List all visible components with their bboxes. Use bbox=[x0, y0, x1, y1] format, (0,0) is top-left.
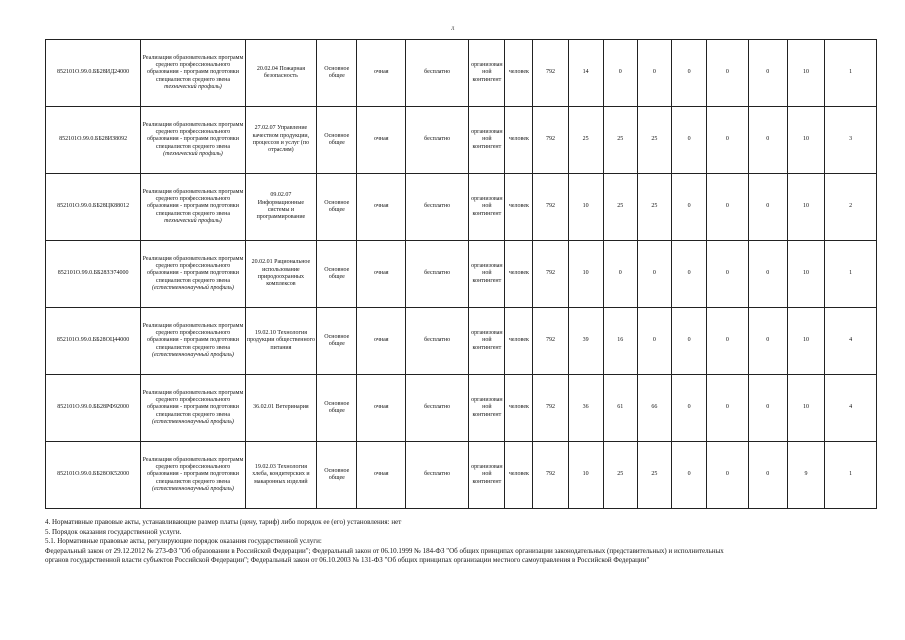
program-profile: (естественнонаучный профиль) bbox=[151, 485, 234, 492]
cell-value-4: 0 bbox=[672, 241, 707, 308]
cell-value-3: 66 bbox=[637, 375, 671, 442]
table-row bbox=[46, 40, 877, 107]
cell-value-6: 0 bbox=[748, 241, 787, 308]
note-procedure-heading: 5. Порядок оказания государственной услуги. bbox=[45, 527, 182, 536]
cell-value-5: 0 bbox=[707, 375, 748, 442]
cell-program bbox=[141, 375, 246, 442]
program-text: Реализация образовательных программ среднего профессионального образования - программ подготовки специалистов среднего звена bbox=[142, 255, 244, 284]
cell-unit: человек bbox=[505, 241, 533, 308]
cell-value-8: 1 bbox=[825, 241, 877, 308]
cell-specialty: 20.02.01 Рациональное использование природоохранных комплексов bbox=[245, 241, 316, 308]
cell-value-2: 61 bbox=[603, 375, 637, 442]
program-text: Реализация образовательных программ среднего профессионального образования - программ подготовки специалистов среднего звена bbox=[142, 322, 244, 351]
program-profile: технический профиль) bbox=[164, 83, 222, 90]
cell-value-8: 2 bbox=[825, 174, 877, 241]
cell-okei-code: 792 bbox=[533, 375, 568, 442]
cell-consumer-category: организованной контингент bbox=[469, 442, 505, 509]
program-profile: (естественнонаучный профиль) bbox=[151, 284, 234, 291]
cell-value-8: 4 bbox=[825, 308, 877, 375]
cell-study-form: очная bbox=[357, 107, 406, 174]
cell-okei-code: 792 bbox=[533, 308, 568, 375]
cell-value-8: 1 bbox=[825, 40, 877, 107]
cell-value-3: 0 bbox=[637, 241, 671, 308]
cell-unit: человек bbox=[505, 442, 533, 509]
note-legal-acts-heading: 5.1. Нормативные правовые акты, регулирующие порядок оказания государственной услуги: bbox=[45, 537, 322, 546]
cell-specialty: 27.02.07 Управление качеством продукции, процессов и услуг (по отраслям) bbox=[245, 107, 316, 174]
cell-program bbox=[141, 40, 246, 107]
table-row bbox=[46, 107, 877, 174]
cell-fee: бесплатно bbox=[406, 308, 469, 375]
cell-program bbox=[141, 442, 246, 509]
cell-fee: бесплатно bbox=[406, 107, 469, 174]
program-profile: технический профиль) bbox=[164, 217, 222, 224]
cell-value-2: 25 bbox=[603, 174, 637, 241]
cell-consumer-category: организованной контингент bbox=[469, 40, 505, 107]
cell-value-3: 25 bbox=[637, 442, 671, 509]
cell-unit: человек bbox=[505, 40, 533, 107]
cell-value-8: 3 bbox=[825, 107, 877, 174]
cell-value-8: 4 bbox=[825, 375, 877, 442]
cell-value-7: 10 bbox=[787, 107, 824, 174]
note-fees: 4. Нормативные правовые акты, устанавливающие размер платы (цену, тариф) либо порядок ее (его) установления: нет bbox=[45, 518, 402, 526]
cell-value-7: 10 bbox=[787, 174, 824, 241]
cell-value-6: 0 bbox=[748, 375, 787, 442]
program-text: Реализация образовательных программ среднего профессионального образования - программ подготовки специалистов среднего звена bbox=[142, 188, 244, 217]
cell-okei-code: 792 bbox=[533, 241, 568, 308]
cell-specialty: 20.02.04 Пожарная безопасность bbox=[245, 40, 316, 107]
cell-value-2: 0 bbox=[603, 40, 637, 107]
cell-education-base: Основное общее bbox=[317, 107, 357, 174]
cell-value-5: 0 bbox=[707, 107, 748, 174]
cell-unit: человек bbox=[505, 308, 533, 375]
cell-consumer-category: организованной контингент bbox=[469, 308, 505, 375]
cell-value-7: 10 bbox=[787, 241, 824, 308]
cell-okei-code: 792 bbox=[533, 442, 568, 509]
cell-value-7: 10 bbox=[787, 308, 824, 375]
cell-value-2: 0 bbox=[603, 241, 637, 308]
cell-value-1: 10 bbox=[568, 174, 603, 241]
cell-value-3: 25 bbox=[637, 174, 671, 241]
cell-value-6: 0 bbox=[748, 174, 787, 241]
cell-specialty: 19.02.10 Технология продукции общественного питания bbox=[245, 308, 316, 375]
cell-value-1: 39 bbox=[568, 308, 603, 375]
cell-fee: бесплатно bbox=[406, 375, 469, 442]
note-legal-acts-text-1: Федеральный закон от 29.12.2012 № 273-ФЗ "Об образовании в Российской Федерации"; Федеральный закон от 06.10.1999 № 184-ФЗ "Об общих принципах организации законодательных (представительных) и исполнительных bbox=[45, 546, 724, 555]
table-row bbox=[46, 308, 877, 375]
cell-study-form: очная bbox=[357, 442, 406, 509]
cell-registry-code: 852101О.99.0.ББ28ИЗ8092 bbox=[46, 107, 141, 174]
program-profile: (естественнонаучный профиль) bbox=[151, 351, 234, 358]
table-row bbox=[46, 442, 877, 509]
cell-study-form: очная bbox=[357, 174, 406, 241]
note-legal-acts-text-2: органов государственной власти субъектов Российской Федерации"; Федеральный закон от 06.10.2003 № 131-ФЗ "Об общих принципах организации местного самоуправления в Российской Федерации" bbox=[45, 556, 650, 565]
cell-value-4: 0 bbox=[672, 107, 707, 174]
page-number: л bbox=[451, 24, 455, 32]
cell-education-base: Основное общее bbox=[317, 442, 357, 509]
cell-value-3: 0 bbox=[637, 40, 671, 107]
cell-unit: человек bbox=[505, 174, 533, 241]
cell-okei-code: 792 bbox=[533, 174, 568, 241]
cell-value-7: 9 bbox=[787, 442, 824, 509]
cell-value-6: 0 bbox=[748, 107, 787, 174]
cell-education-base: Основное общее bbox=[317, 375, 357, 442]
cell-education-base: Основное общее bbox=[317, 40, 357, 107]
cell-education-base: Основное общее bbox=[317, 174, 357, 241]
cell-value-4: 0 bbox=[672, 308, 707, 375]
cell-value-5: 0 bbox=[707, 241, 748, 308]
cell-registry-code: 852101О.99.0.ББ28ЗЭ74000 bbox=[46, 241, 141, 308]
cell-value-6: 0 bbox=[748, 308, 787, 375]
table-row bbox=[46, 174, 877, 241]
cell-value-1: 10 bbox=[568, 442, 603, 509]
table-row bbox=[46, 241, 877, 308]
cell-specialty: 09.02.07 Информационные системы и программирование bbox=[245, 174, 316, 241]
cell-okei-code: 792 bbox=[533, 40, 568, 107]
cell-consumer-category: организованной контингент bbox=[469, 174, 505, 241]
cell-value-2: 25 bbox=[603, 107, 637, 174]
cell-value-2: 25 bbox=[603, 442, 637, 509]
cell-education-base: Основное общее bbox=[317, 241, 357, 308]
notes-section bbox=[45, 518, 895, 566]
cell-education-base: Основное общее bbox=[317, 308, 357, 375]
cell-fee: бесплатно bbox=[406, 442, 469, 509]
cell-fee: бесплатно bbox=[406, 241, 469, 308]
cell-value-5: 0 bbox=[707, 40, 748, 107]
cell-program bbox=[141, 308, 246, 375]
cell-unit: человек bbox=[505, 375, 533, 442]
cell-registry-code: 852101О.99.0.ББ28ОЦ44000 bbox=[46, 308, 141, 375]
cell-study-form: очная bbox=[357, 241, 406, 308]
cell-specialty: 19.02.03 Технология хлеба, кондитерских и макаронных изделий bbox=[245, 442, 316, 509]
cell-registry-code: 852101О.99.0.ББ28ЦК88012 bbox=[46, 174, 141, 241]
program-text: Реализация образовательных программ среднего профессионального образования - программ подготовки специалистов среднего звена bbox=[142, 389, 244, 418]
cell-registry-code: 852101О.99.0.ББ28РФ92000 bbox=[46, 375, 141, 442]
cell-value-4: 0 bbox=[672, 40, 707, 107]
cell-value-8: 1 bbox=[825, 442, 877, 509]
cell-value-3: 0 bbox=[637, 308, 671, 375]
cell-specialty: 36.02.01 Ветеринария bbox=[245, 375, 316, 442]
cell-value-4: 0 bbox=[672, 375, 707, 442]
cell-value-6: 0 bbox=[748, 40, 787, 107]
cell-value-2: 16 bbox=[603, 308, 637, 375]
program-text: Реализация образовательных программ среднего профессионального образования - программ подготовки специалистов среднего звена bbox=[142, 121, 244, 150]
cell-value-6: 0 bbox=[748, 442, 787, 509]
cell-registry-code: 852101О.99.0.ББ28ОК52000 bbox=[46, 442, 141, 509]
cell-program bbox=[141, 174, 246, 241]
cell-program bbox=[141, 107, 246, 174]
cell-value-4: 0 bbox=[672, 442, 707, 509]
program-profile: (технический профиль) bbox=[163, 150, 223, 157]
cell-value-1: 14 bbox=[568, 40, 603, 107]
cell-consumer-category: организованной контингент bbox=[469, 107, 505, 174]
program-text: Реализация образовательных программ среднего профессионального образования - программ подготовки специалистов среднего звена bbox=[142, 54, 244, 83]
cell-unit: человек bbox=[505, 107, 533, 174]
services-table bbox=[45, 39, 877, 509]
cell-value-7: 10 bbox=[787, 40, 824, 107]
program-text: Реализация образовательных программ среднего профессионального образования - программ подготовки специалистов среднего звена bbox=[142, 456, 244, 485]
cell-value-4: 0 bbox=[672, 174, 707, 241]
cell-fee: бесплатно bbox=[406, 40, 469, 107]
cell-registry-code: 852101О.99.0.ББ28ИД24000 bbox=[46, 40, 141, 107]
cell-value-5: 0 bbox=[707, 308, 748, 375]
cell-study-form: очная bbox=[357, 40, 406, 107]
cell-value-1: 10 bbox=[568, 241, 603, 308]
cell-value-3: 25 bbox=[637, 107, 671, 174]
table-row bbox=[46, 375, 877, 442]
cell-consumer-category: организованной контингент bbox=[469, 375, 505, 442]
cell-value-5: 0 bbox=[707, 442, 748, 509]
cell-okei-code: 792 bbox=[533, 107, 568, 174]
cell-consumer-category: организованной контингент bbox=[469, 241, 505, 308]
program-profile: (естественнонаучный профиль) bbox=[151, 418, 234, 425]
cell-program bbox=[141, 241, 246, 308]
cell-value-5: 0 bbox=[707, 174, 748, 241]
cell-value-7: 10 bbox=[787, 375, 824, 442]
cell-study-form: очная bbox=[357, 308, 406, 375]
cell-value-1: 25 bbox=[568, 107, 603, 174]
cell-fee: бесплатно bbox=[406, 174, 469, 241]
cell-study-form: очная bbox=[357, 375, 406, 442]
cell-value-1: 36 bbox=[568, 375, 603, 442]
